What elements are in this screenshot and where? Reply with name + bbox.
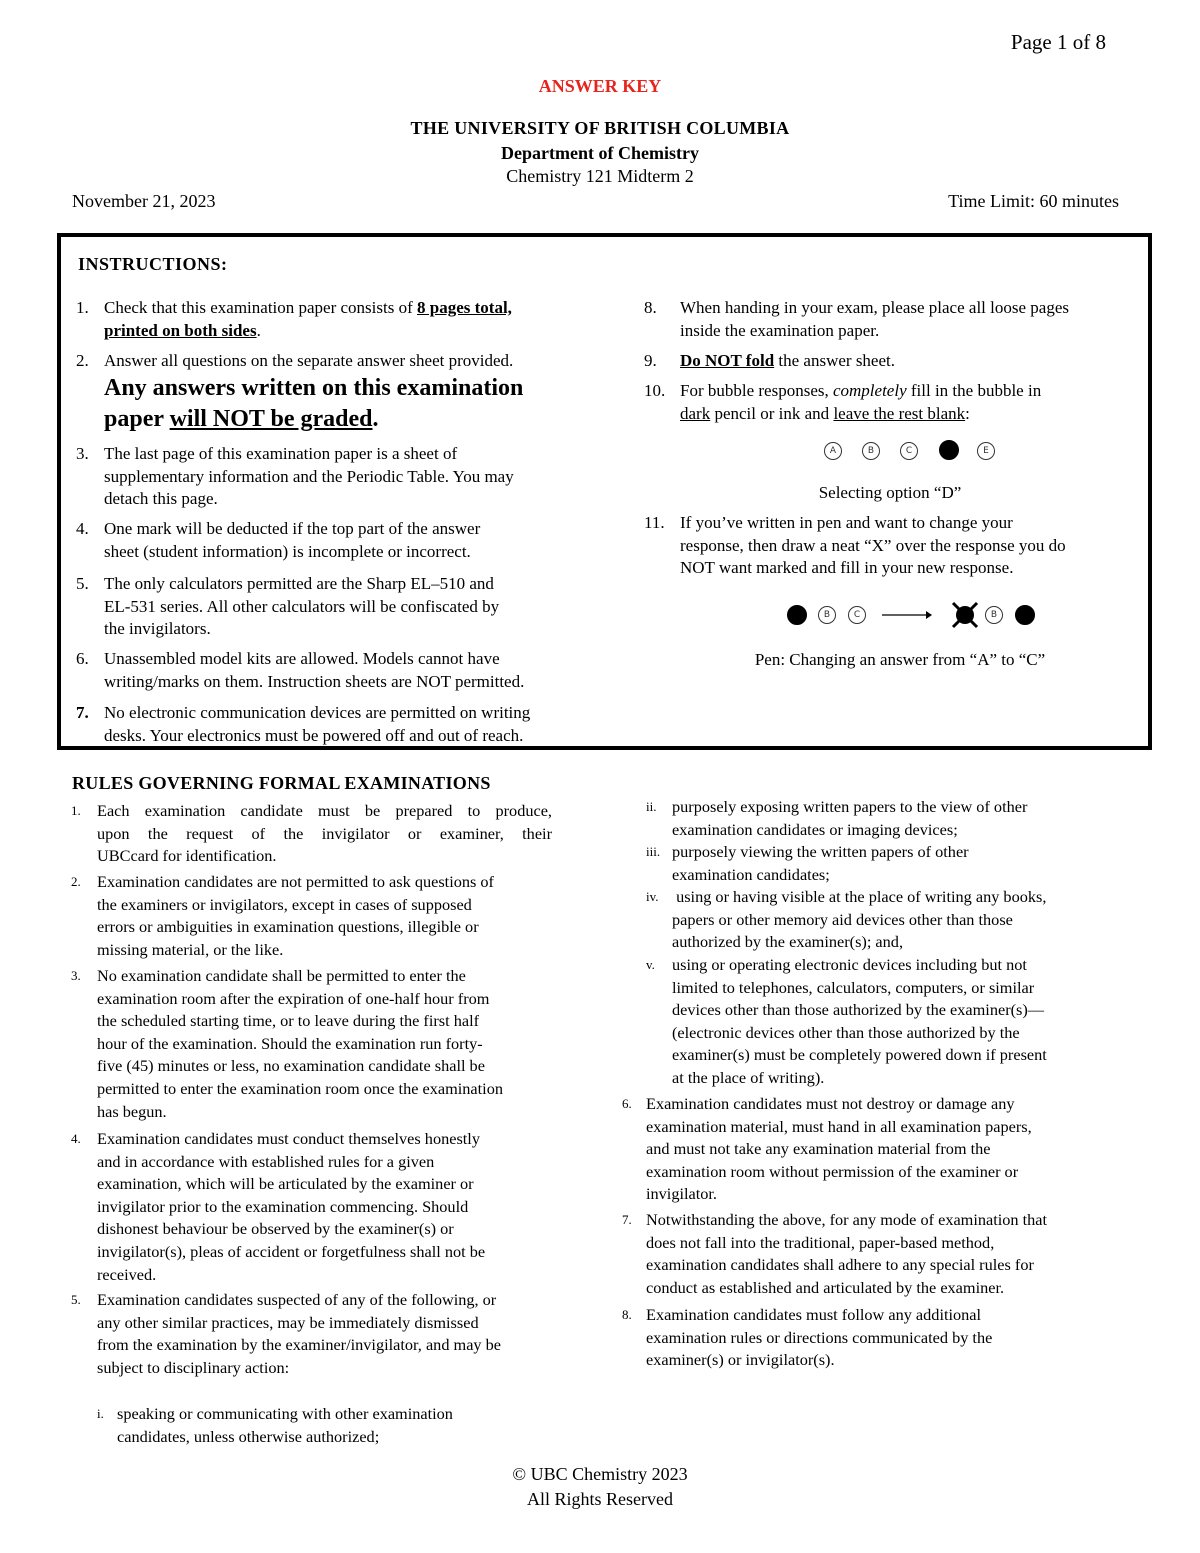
rule-2 (71, 871, 591, 963)
instruction-text: : (965, 403, 970, 423)
instruction-text: pencil or ink and (710, 403, 834, 423)
not-graded-warning-line2: paper (104, 405, 170, 432)
rule-text: permitted to enter the examination room once the examination (97, 1078, 503, 1098)
rule-text: any other similar practices, may be immediately dismissed (97, 1312, 479, 1332)
arrow-right-icon (882, 608, 932, 622)
rule-text: examination candidates; (672, 864, 830, 884)
rule-text: Examination candidates must follow any additional (646, 1305, 982, 1324)
rule-6 (622, 1093, 1142, 1207)
instruction-number: 9. (644, 351, 657, 370)
rule-text: examination room without permission of the examiner or (646, 1161, 1019, 1181)
sub-rule-number: v. (646, 957, 655, 972)
instruction-9 (644, 350, 1139, 374)
instruction-text: the invigilators. (104, 619, 211, 638)
instruction-4 (76, 518, 606, 564)
instruction-text: EL-531 series. All other calculators will be confiscated by (104, 596, 500, 616)
rule-text: examination room after the expiration of one-half hour from (97, 988, 490, 1008)
bubble-a-filled-icon (787, 605, 807, 625)
rule-number: 7. (622, 1212, 632, 1227)
rule-text: candidates, unless otherwise authorized; (117, 1426, 380, 1446)
rule-text: invigilator prior to the examination commencing. Should (97, 1196, 469, 1216)
rule-3 (71, 965, 591, 1125)
instruction-number: 4. (76, 519, 89, 538)
instruction-text: sheet (student information) is incomplete or incorrect. (104, 541, 471, 561)
rule-text: at the place of writing). (672, 1067, 825, 1087)
page-number: Page 1 of 8 (1010, 30, 1106, 54)
instruction-text: . (256, 320, 261, 340)
rule-text: upon the request of the invigilator or examiner, their (97, 823, 552, 843)
rule-text: conduct as established and articulated by the examiner. (646, 1277, 1005, 1297)
pages-total-emphasis: 8 pages total, (417, 298, 512, 317)
rule-text: Notwithstanding the above, for any mode of examination that (646, 1210, 1048, 1229)
rule-text: (electronic devices other than those authorized by the (672, 1022, 1020, 1042)
rule-5-sub-iii (646, 841, 1136, 887)
sub-rule-number: ii. (646, 799, 657, 814)
instruction-number: 5. (76, 574, 89, 593)
instruction-text: Unassembled model kits are allowed. Models cannot have (104, 649, 500, 668)
instruction-text: NOT want marked and fill in your new response. (680, 558, 1014, 577)
rule-4 (71, 1128, 591, 1288)
rule-text: examination candidates shall adhere to any special rules for (646, 1255, 1034, 1275)
rule-number: 3. (71, 968, 81, 983)
university-name: THE UNIVERSITY OF BRITISH COLUMBIA (410, 118, 790, 138)
instruction-text: writing/marks on them. Instruction sheets are NOT permitted. (104, 671, 525, 691)
instruction-number: 8. (644, 298, 657, 317)
bubble-b-icon: B (862, 442, 880, 460)
instruction-8 (644, 297, 1139, 343)
rule-text: subject to disciplinary action: (97, 1357, 290, 1377)
instruction-text: the answer sheet. (774, 351, 895, 370)
rule-text: Examination candidates must conduct themselves honestly (97, 1129, 480, 1148)
instruction-text: If you’ve written in pen and want to change your (680, 513, 1013, 532)
instruction-text: No electronic communication devices are permitted on writing (104, 703, 531, 722)
rule-text: using or having visible at the place of writing any books, (672, 887, 1047, 906)
instruction-5 (76, 573, 606, 641)
instruction-number: 6. (76, 649, 89, 668)
rule-text: examination rules or directions communicated by the (646, 1327, 993, 1347)
exam-date: November 21, 2023 (72, 191, 216, 211)
instruction-2 (76, 350, 606, 440)
instruction-6 (76, 648, 616, 694)
bubble-caption: Selecting option “D” (818, 483, 962, 502)
rule-1 (71, 800, 591, 868)
instruction-text: . (372, 405, 379, 432)
rule-text: examination, which will be articulated by the examiner or (97, 1174, 474, 1194)
department-name: Department of Chemistry (501, 143, 699, 163)
bubble-c-icon: C (848, 606, 866, 624)
rule-text: Examination candidates must not destroy or damage any (646, 1094, 1015, 1113)
instruction-3 (76, 443, 606, 511)
rule-text: limited to telephones, calculators, computers, or similar (672, 977, 1035, 997)
rule-text: speaking or communicating with other examination (117, 1404, 453, 1423)
printed-both-sides-emphasis: printed on both sides (104, 320, 257, 340)
rule-text: does not fall into the traditional, paper-based method, (646, 1232, 995, 1252)
rule-text: invigilator(s), pleas of accident or forgetfulness shall not be (97, 1241, 486, 1261)
instruction-text: One mark will be deducted if the top part of the answer (104, 519, 481, 538)
bubble-a-crossed-icon (950, 600, 980, 630)
rule-text: examination material, must hand in all examination papers, (646, 1116, 1032, 1136)
rule-text: has begun. (97, 1101, 167, 1121)
leave-blank-emphasis: leave the rest blank (833, 403, 966, 423)
instruction-text: response, then draw a neat “X” over the response you do (680, 535, 1066, 555)
rule-text: authorized by the examiner(s); and, (672, 932, 904, 952)
instructions-title: INSTRUCTIONS: (78, 254, 228, 274)
rule-number: 6. (622, 1096, 632, 1111)
sub-rule-number: iv. (646, 889, 659, 904)
rule-text: dishonest behaviour be observed by the examiner(s) or (97, 1219, 454, 1239)
rules-title: RULES GOVERNING FORMAL EXAMINATIONS (72, 773, 491, 793)
sub-rule-number: i. (97, 1406, 104, 1421)
completely-emphasis: completely (832, 381, 907, 400)
instruction-text: fill in the bubble in (906, 381, 1042, 400)
instruction-10 (644, 380, 1139, 426)
rule-text: purposely exposing written papers to the view of other (672, 797, 1028, 816)
rule-text: errors or ambiguities in examination questions, illegible or (97, 917, 479, 937)
rule-text: examination candidates or imaging devices; (672, 819, 958, 839)
rule-text: received. (97, 1264, 157, 1284)
instruction-number: 10. (644, 381, 666, 400)
instruction-text: When handing in your exam, please place all loose pages (680, 298, 1069, 317)
rule-5-sub-ii (646, 796, 1136, 842)
instruction-text: detach this page. (104, 489, 218, 508)
rule-text: purposely viewing the written papers of other (672, 842, 969, 861)
instruction-text: inside the examination paper. (680, 320, 880, 340)
dark-emphasis: dark (680, 403, 711, 423)
rule-text: UBCcard for identification. (97, 846, 277, 866)
rule-number: 2. (71, 874, 81, 889)
bubble-b-icon: B (985, 606, 1003, 624)
footer-rights: All Rights Reserved (527, 1489, 673, 1509)
pen-example-row (784, 600, 1044, 630)
rule-text: examiner(s) must be completely powered down if present (672, 1045, 1047, 1065)
rule-text: from the examination by the examiner/invigilator, and may be (97, 1335, 501, 1355)
rule-text: papers or other memory aid devices other than those (672, 909, 1013, 929)
rule-text: devices other than those authorized by the examiner(s)— (672, 1000, 1045, 1020)
bubble-c-icon: C (900, 442, 918, 460)
instruction-text: Answer all questions on the separate answer sheet provided. (104, 351, 514, 370)
course-title: Chemistry 121 Midterm 2 (506, 166, 694, 186)
rule-5-sub-iv (646, 886, 1136, 954)
rule-text: hour of the examination. Should the examination run forty- (97, 1033, 483, 1053)
rule-number: 1. (71, 803, 81, 818)
rule-text: missing material, or the like. (97, 939, 284, 959)
instruction-text: supplementary information and the Periodic Table. You may (104, 466, 514, 486)
rule-8 (622, 1304, 1142, 1372)
bubble-c-filled-icon (1015, 605, 1035, 625)
bubble-example-row (820, 440, 1010, 462)
rule-text: the examiners or invigilators, except in cases of supposed (97, 894, 472, 914)
rule-5 (71, 1289, 591, 1381)
sub-rule-number: iii. (646, 844, 661, 859)
instruction-7 (76, 702, 616, 748)
rule-7 (622, 1209, 1142, 1301)
instruction-text: The only calculators permitted are the Sharp EL–510 and (104, 574, 494, 593)
rule-text: No examination candidate shall be permitted to enter the (97, 966, 466, 985)
rule-number: 5. (71, 1292, 81, 1307)
instruction-11 (644, 512, 1139, 580)
instruction-text: Check that this examination paper consists of (104, 298, 418, 317)
rule-text: examiner(s) or invigilator(s). (646, 1350, 835, 1370)
instruction-text: For bubble responses, (680, 381, 833, 400)
rule-text: the scheduled starting time, or to leave during the first half (97, 1011, 480, 1031)
instruction-number: 1. (76, 298, 89, 317)
footer-copyright: © UBC Chemistry 2023 (512, 1464, 688, 1484)
bubble-b-icon: B (818, 606, 836, 624)
instruction-number: 7. (76, 703, 89, 722)
rule-text: and in accordance with established rules for a given (97, 1151, 435, 1171)
instruction-number: 11. (644, 513, 665, 532)
rule-5-sub-i (97, 1403, 577, 1449)
rule-text: Each examination candidate must be prepared to produce, (97, 801, 552, 820)
bubble-e-icon: E (977, 442, 995, 460)
instruction-1 (76, 297, 606, 343)
rule-text: invigilator. (646, 1184, 717, 1204)
bubble-d-filled-icon (939, 440, 959, 460)
answer-key-label: ANSWER KEY (538, 76, 662, 96)
instruction-number: 3. (76, 444, 89, 463)
rule-text: using or operating electronic devices including but not (672, 955, 1027, 974)
rule-number: 4. (71, 1131, 81, 1146)
time-limit: Time Limit: 60 minutes (948, 191, 1119, 211)
instruction-text: The last page of this examination paper is a sheet of (104, 444, 458, 463)
rule-text: Examination candidates are not permitted to ask questions of (97, 872, 494, 891)
instruction-number: 2. (76, 351, 89, 370)
rule-text: five (45) minutes or less, no examination candidate shall be (97, 1056, 485, 1076)
rule-number: 8. (622, 1307, 632, 1322)
rule-text: Examination candidates suspected of any of the following, or (97, 1290, 497, 1309)
instruction-text: desks. Your electronics must be powered off and out of reach. (104, 725, 524, 745)
rule-5-sub-v (646, 954, 1136, 1090)
will-not-be-graded-emphasis: will NOT be graded (169, 405, 373, 432)
bubble-a-icon: A (824, 442, 842, 460)
not-graded-warning-line1: Any answers written on this examination (104, 374, 524, 401)
do-not-fold-emphasis: Do NOT fold (680, 351, 775, 370)
rule-text: and must not take any examination material from the (646, 1139, 991, 1159)
pen-caption: Pen: Changing an answer from “A” to “C” (754, 650, 1046, 669)
